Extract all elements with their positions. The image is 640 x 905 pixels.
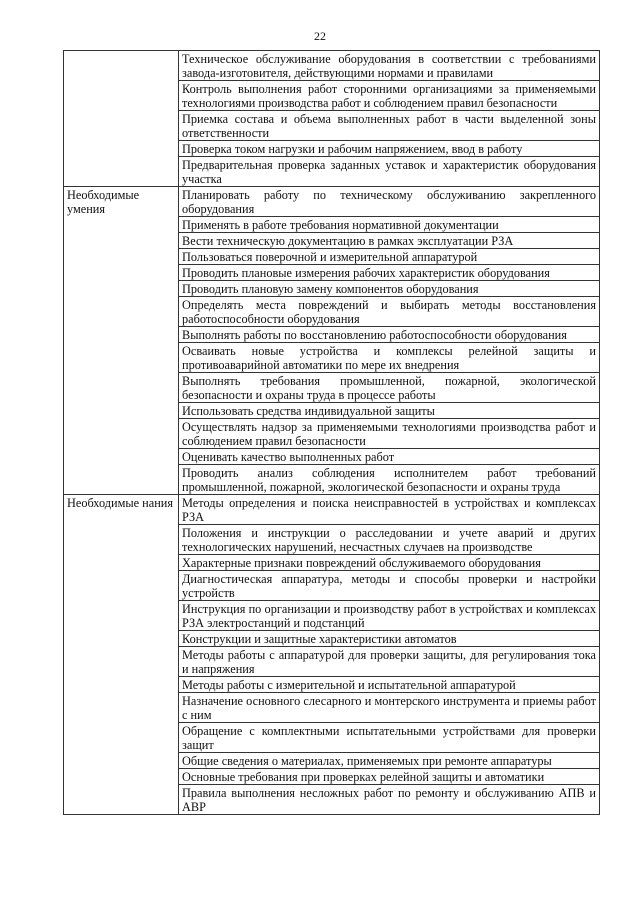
section-item: Характерные признаки повреждений обслуживаемого оборудования xyxy=(179,555,600,571)
section-item: Выполнять требования промышленной, пожарной, экологической безопасности и охраны труда в процессе работы xyxy=(179,373,600,403)
section-item: Методы работы с измерительной и испытательной аппаратурой xyxy=(179,677,600,693)
section-item: Выполнять работы по восстановлению работоспособности оборудования xyxy=(179,327,600,343)
section-label xyxy=(64,187,179,495)
section-label-text: Необходимые нания xyxy=(67,496,174,510)
section-item: Проводить анализ соблюдения исполнителем работ требований промышленной, пожарной, экологической безопасности и охраны труда xyxy=(179,465,600,495)
section-item: Методы определения и поиска неисправностей в устройствах и комплексах РЗА xyxy=(179,495,600,525)
section-item: Правила выполнения несложных работ по ремонту и обслуживанию АПВ и АВР xyxy=(179,785,600,815)
section-label xyxy=(64,51,179,187)
section-item: Назначение основного слесарного и монтерского инструмента и приемы работ с ним xyxy=(179,693,600,723)
section-item: Применять в работе требования нормативной документации xyxy=(179,217,600,233)
section-item: Конструкции и защитные характеристики автоматов xyxy=(179,631,600,647)
section-item: Использовать средства индивидуальной защиты xyxy=(179,403,600,419)
section-item: Проводить плановую замену компонентов оборудования xyxy=(179,281,600,297)
section-item: Общие сведения о материалах, применяемых при ремонте аппаратуры xyxy=(179,753,600,769)
section-item: Обращение с комплектными испытательными устройствами для проверки защит xyxy=(179,723,600,753)
section-item: Методы работы с аппаратурой для проверки защиты, для регулирования тока и напряжения xyxy=(179,647,600,677)
section-item: Положения и инструкции о расследовании и учете аварий и других технологических нарушений, несчастных случаев на производстве xyxy=(179,525,600,555)
competency-table xyxy=(63,50,600,815)
section-item: Пользоваться поверочной и измерительной аппаратурой xyxy=(179,249,600,265)
section-item: Диагностическая аппаратура, методы и способы проверки и настройки устройств xyxy=(179,571,600,601)
table-row xyxy=(64,187,600,217)
section-item: Осуществлять надзор за применяемыми технологиями производства работ и соблюдением правил безопасности xyxy=(179,419,600,449)
section-item: Инструкция по организации и производству работ в устройствах и комплексах РЗА электростанций и подстанций xyxy=(179,601,600,631)
section-item: Основные требования при проверках релейной защиты и автоматики xyxy=(179,769,600,785)
section-item: Проверка током нагрузки и рабочим напряжением, ввод в работу xyxy=(179,141,600,157)
section-item: Осваивать новые устройства и комплексы релейной защиты и противоаварийной автоматики по мере их внедрения xyxy=(179,343,600,373)
competency-table-body xyxy=(64,51,600,815)
section-item: Определять места повреждений и выбирать методы восстановления работоспособности оборудования xyxy=(179,297,600,327)
section-item: Планировать работу по техническому обслуживанию закрепленного оборудования xyxy=(179,187,600,217)
page-number: 22 xyxy=(314,29,326,43)
table-row xyxy=(64,495,600,525)
section-item: Проводить плановые измерения рабочих характеристик оборудования xyxy=(179,265,600,281)
section-label xyxy=(64,495,179,815)
section-item: Контроль выполнения работ сторонними организациями за применяемыми технологиями производства работ и соблюдением правил безопасности xyxy=(179,81,600,111)
section-item: Предварительная проверка заданных уставок и характеристик оборудования участка xyxy=(179,157,600,187)
section-item: Оценивать качество выполненных работ xyxy=(179,449,600,465)
section-label-text: Необходимые умения xyxy=(67,188,140,216)
section-item: Приемка состава и объема выполненных работ в части выделенной зоны ответственности xyxy=(179,111,600,141)
section-item: Вести техническую документацию в рамках эксплуатации РЗА xyxy=(179,233,600,249)
table-row xyxy=(64,51,600,81)
section-item: Техническое обслуживание оборудования в соответствии с требованиями завода-изготовителя, действующими нормами и правилами xyxy=(179,51,600,81)
